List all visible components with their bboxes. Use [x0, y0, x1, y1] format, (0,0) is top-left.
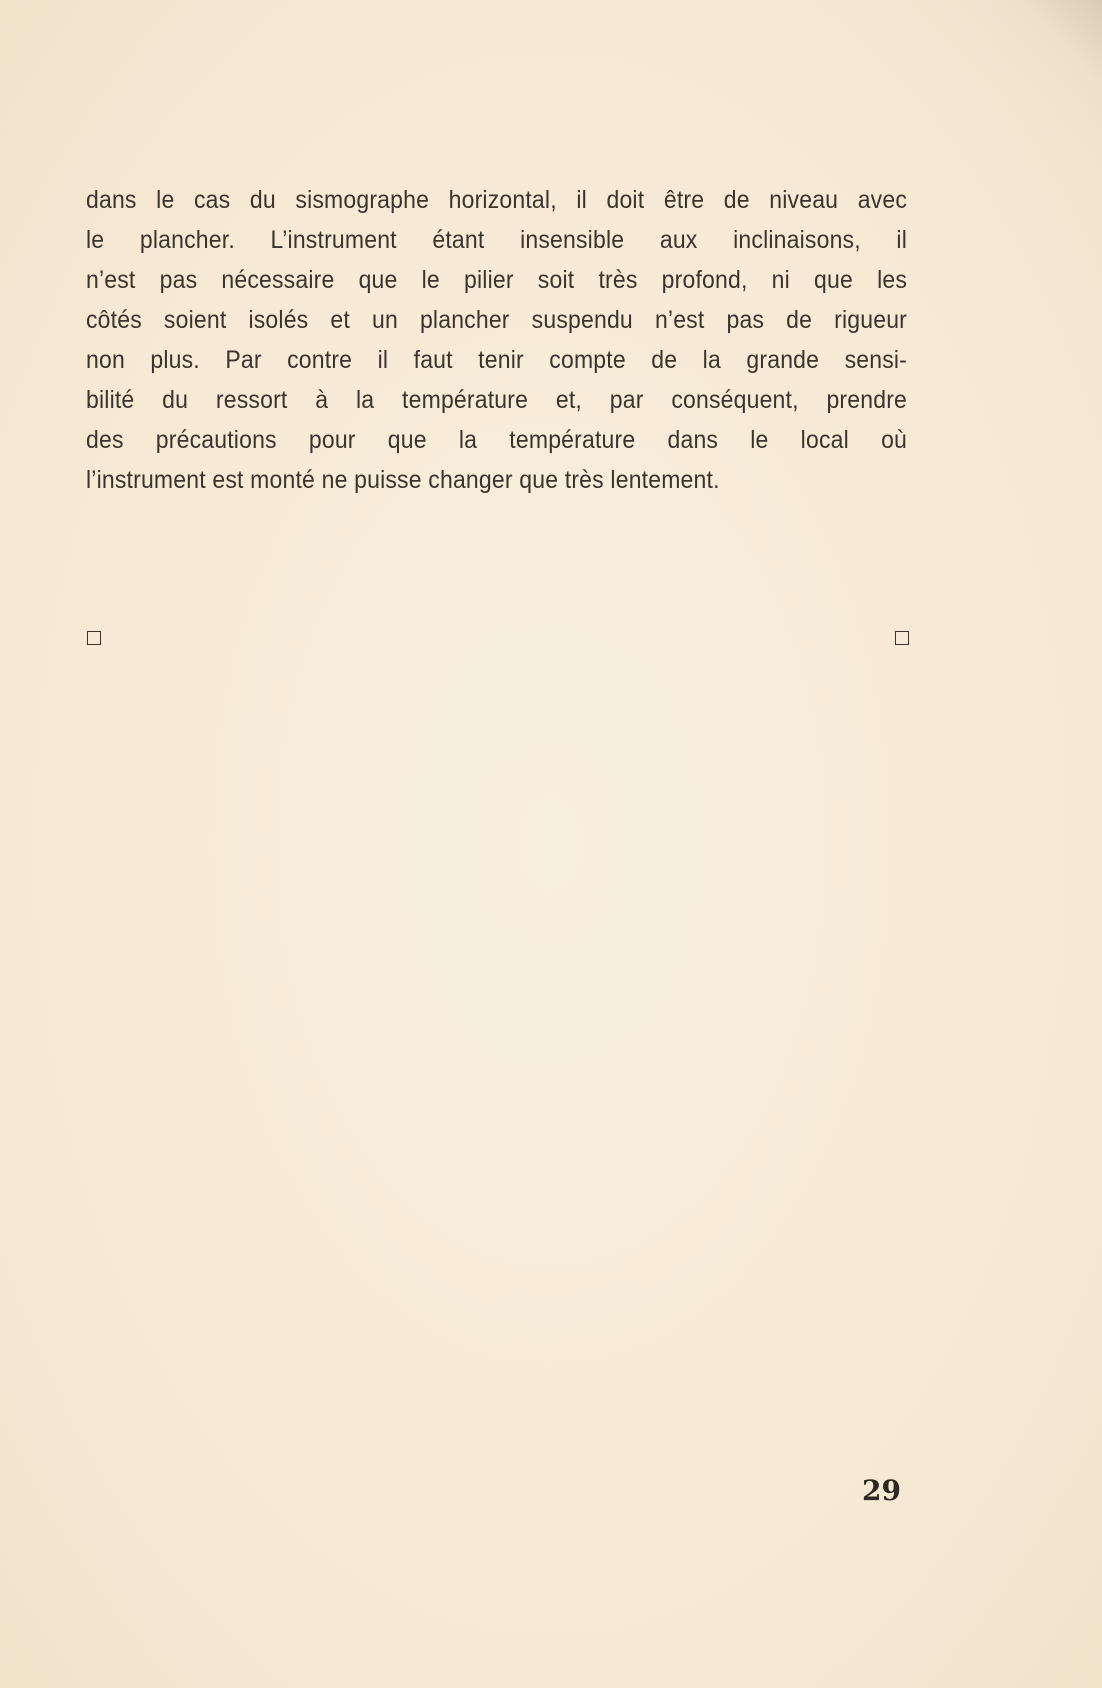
text-line-content: bilité du ressort à la température et, par conséquent, prendre	[86, 386, 908, 414]
text-line	[86, 180, 907, 220]
text-line	[86, 460, 907, 500]
left-square-marker-icon	[87, 631, 101, 645]
text-line	[86, 420, 907, 460]
text-line-content: le plancher. L’instrument étant insensible aux inclinaisons, il	[86, 226, 908, 254]
text-line-content: l’instrument est monté ne puisse changer que très lentement.	[86, 466, 720, 494]
page-number: 29	[862, 1474, 901, 1507]
text-line	[86, 260, 907, 300]
body-paragraph	[86, 180, 907, 500]
text-line-content: des précautions pour que la température dans le local où	[86, 426, 908, 454]
text-line-content: n’est pas nécessaire que le pilier soit très profond, ni que les	[86, 266, 908, 294]
right-square-marker-icon	[895, 631, 909, 645]
text-line	[86, 380, 907, 420]
text-line-content: côtés soient isolés et un plancher suspendu n’est pas de rigueur	[86, 306, 908, 334]
text-line-content: dans le cas du sismographe horizontal, il doit être de niveau avec	[86, 186, 908, 214]
text-line	[86, 300, 907, 340]
text-line-content: non plus. Par contre il faut tenir compte de la grande sensi-	[86, 346, 908, 374]
text-line	[86, 340, 907, 380]
text-line	[86, 220, 907, 260]
